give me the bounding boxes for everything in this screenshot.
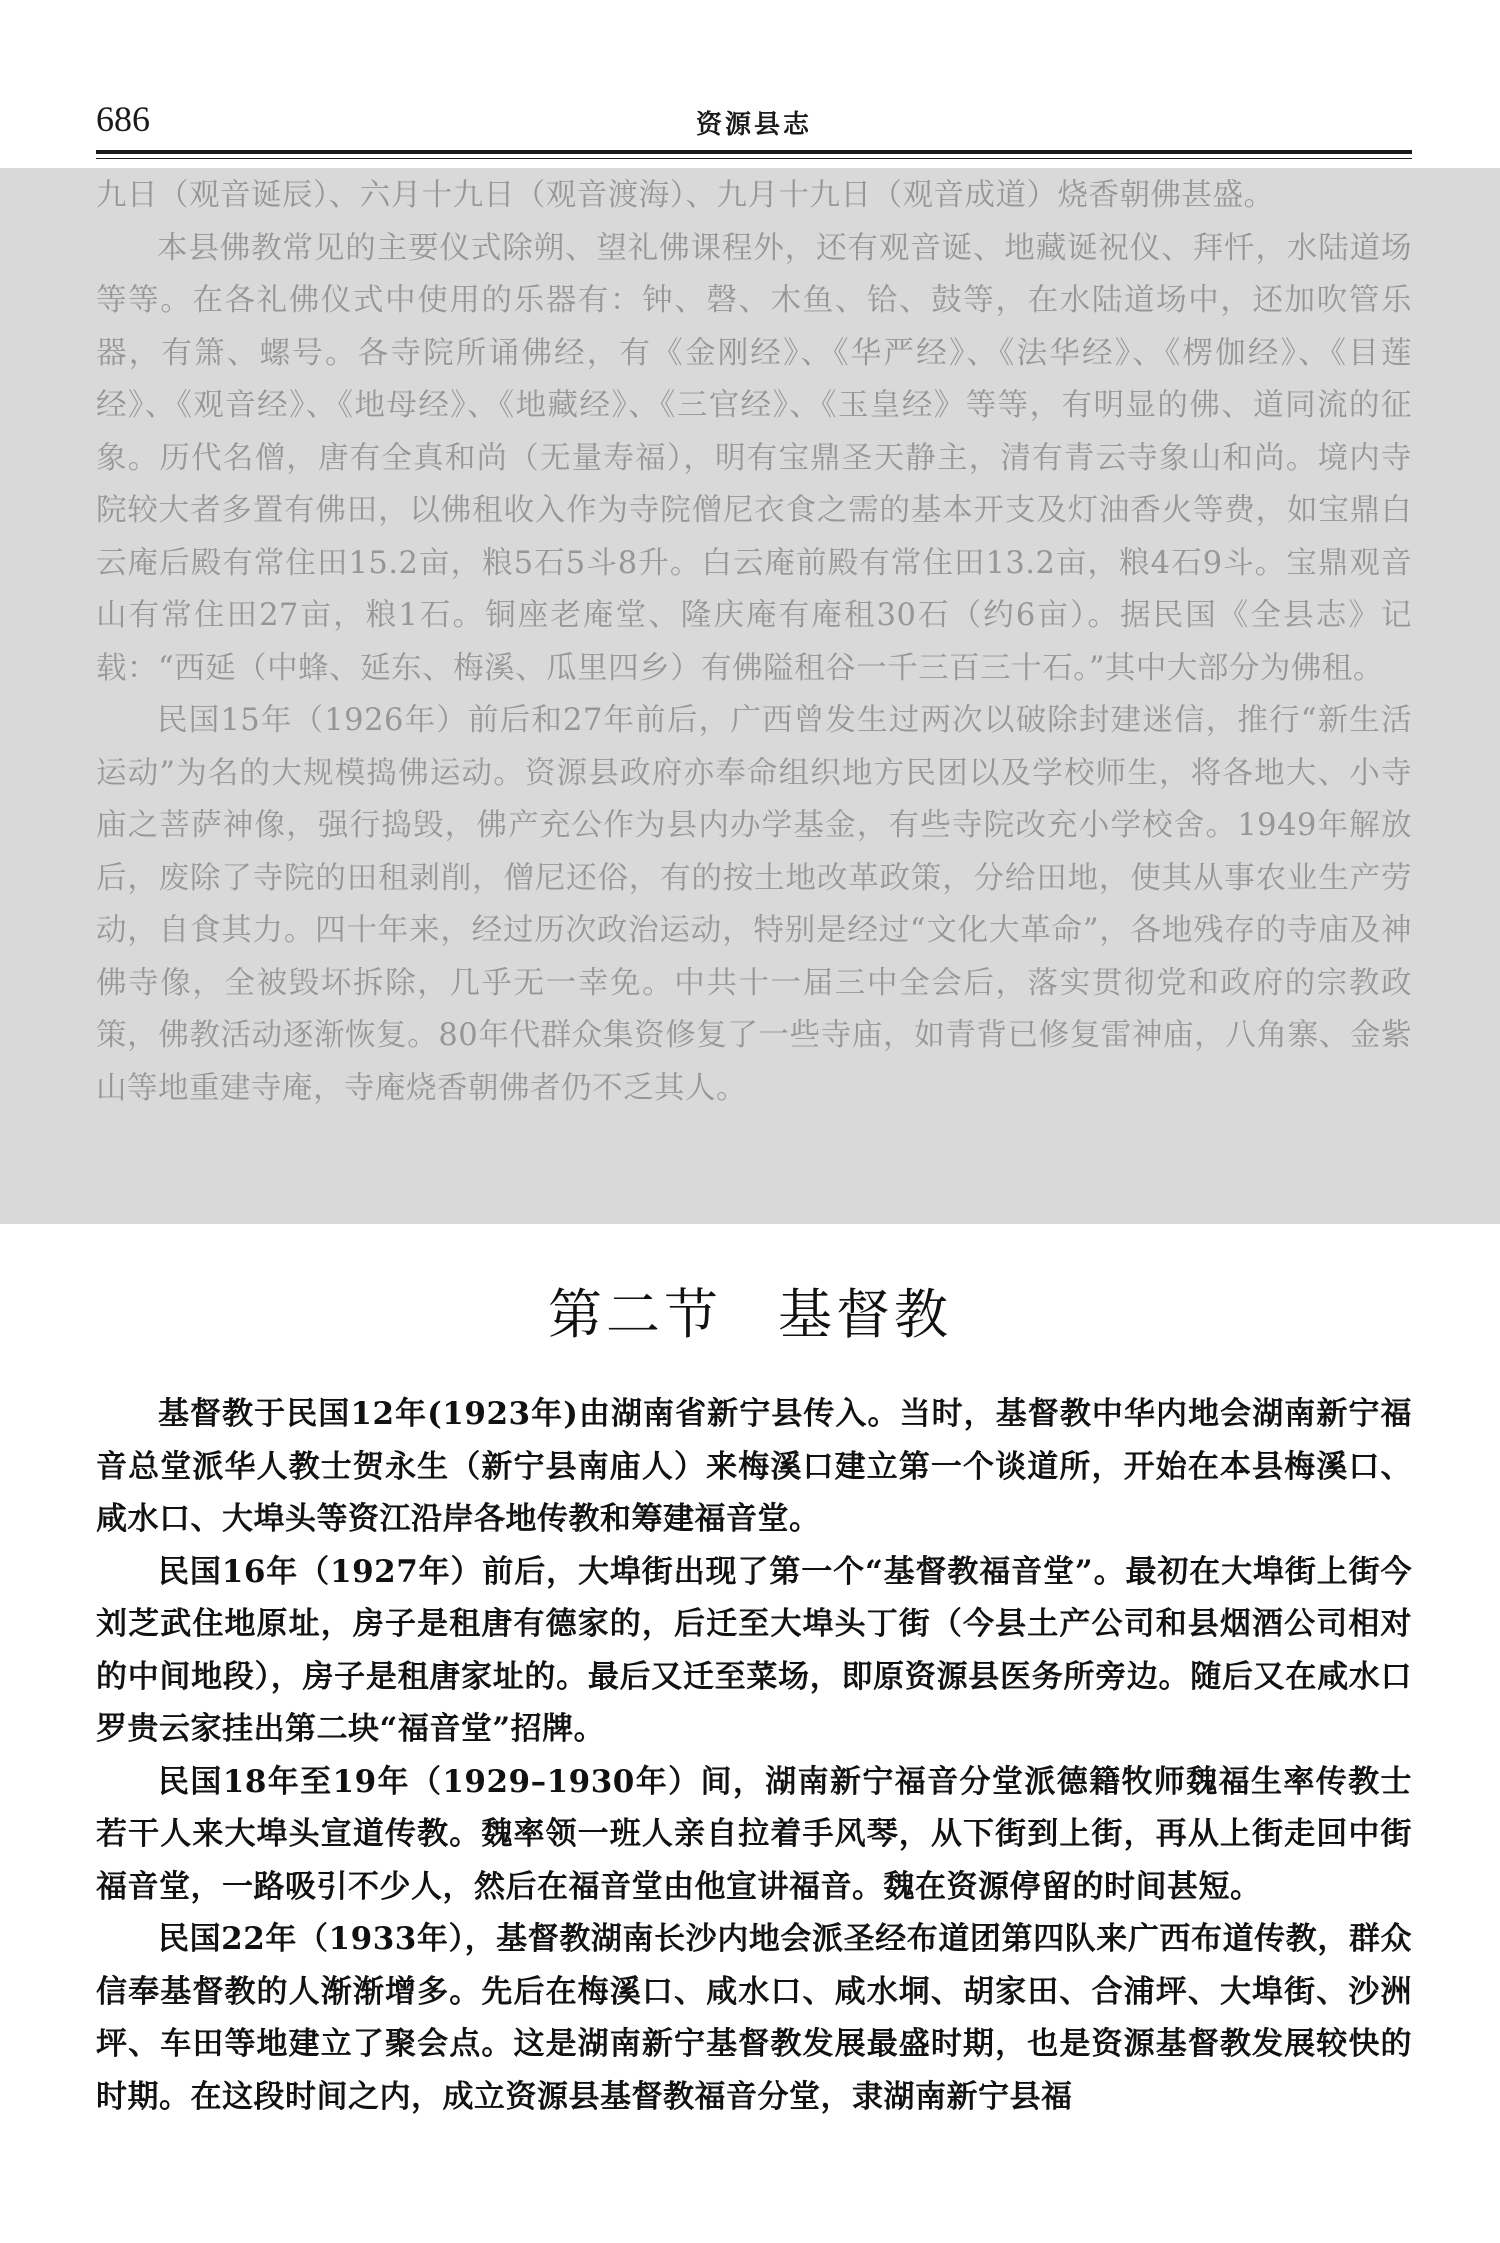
header-rule-thin [96, 158, 1412, 159]
page-header [96, 92, 1412, 142]
body-paragraph-2: 民国16年（1927年）前后，大埠街出现了第一个“基督教福音堂”。最初在大埠街上街今刘芝武住地原址，房子是租唐有德家的，后迁至大埠头丁街（今县土产公司和县烟酒公司相对的中间地段），房子是租唐家址的。最后又迁至菜场，即原资源县医务所旁边。随后又在咸水口罗贵云家挂出第二块“福音堂”招牌。 [96, 1553, 1412, 1747]
faded-text-region [0, 168, 1500, 1224]
section-heading [0, 1272, 1500, 1349]
faded-paragraph-1: 九日（观音诞辰）、六月十九日（观音渡海）、九月十九日（观音成道）烧香朝佛甚盛。 [96, 178, 1275, 213]
body-paragraph-1: 基督教于民国12年(1923年)由湖南省新宁县传入。当时，基督教中华内地会湖南新宁福音总堂派华人教士贺永生（新宁县南庙人）来梅溪口建立第一个谈道所，开始在本县梅溪口、咸水口、大埠头等资江沿岸各地传教和筹建福音堂。 [96, 1396, 1412, 1537]
body-paragraph-4: 民国22年（1933年），基督教湖南长沙内地会派圣经布道团第四队来广西布道传教，群众信奉基督教的人渐渐增多。先后在梅溪口、咸水口、咸水垌、胡家田、合浦坪、大埠街、沙洲坪、车田等地建立了聚会点。这是湖南新宁基督教发展最盛时期，也是资源基督教发展较快的时期。在这段时间之内，成立资源县基督教福音分堂，隶湖南新宁县福 [96, 1921, 1412, 2115]
faded-text-block [96, 170, 1412, 1115]
body-text-block [96, 1388, 1412, 2123]
section-title: 基督教 [778, 1283, 952, 1346]
faded-paragraph-2: 本县佛教常见的主要仪式除朔、望礼佛课程外，还有观音诞、地藏诞祝仪、拜忏，水陆道场等等。在各礼佛仪式中使用的乐器有：钟、磬、木鱼、铪、鼓等，在水陆道场中，还加吹管乐器，有箫、螺号。各寺院所诵佛经，有《金刚经》、《华严经》、《法华经》、《楞伽经》、《目莲经》、《观音经》、《地母经》、《地藏经》、《三官经》、《玉皇经》等等，有明显的佛、道同流的征象。历代名僧，唐有全真和尚（无量寿福），明有宝鼎圣天静主，清有青云寺象山和尚。境内寺院较大者多置有佛田，以佛租收入作为寺院僧尼衣食之需的基本开支及灯油香火等费，如宝鼎白云庵后殿有常住田15.2亩，粮5石5斗8升。白云庵前殿有常住田13.2亩，粮4石9斗。宝鼎观音山有常住田27亩，粮1石。铜座老庵堂、隆庆庵有庵租30石（约6亩）。据民国《全县志》记载：“西延（中蜂、延东、梅溪、瓜里四乡）有佛隘租谷一千三百三十石。”其中大部分为佛租。 [96, 230, 1412, 686]
section-number: 第二节 [548, 1283, 722, 1346]
header-rule-thick [96, 150, 1412, 154]
faded-paragraph-3: 民国15年（1926年）前后和27年前后，广西曾发生过两次以破除封建迷信，推行“新生活运动”为名的大规模捣佛运动。资源县政府亦奉命组织地方民团以及学校师生，将各地大、小寺庙之菩萨神像，强行捣毁，佛产充公作为县内办学基金，有些寺院改充小学校舍。1949年解放后，废除了寺院的田租剥削，僧尼还俗，有的按土地改革政策，分给田地，使其从事农业生产劳动，自食其力。四十年来，经过历次政治运动，特别是经过“文化大革命”，各地残存的寺庙及神佛寺像，全被毁坏拆除，几乎无一幸免。中共十一届三中全会后，落实贯彻党和政府的宗教政策，佛教活动逐渐恢复。80年代群众集资修复了一些寺庙，如青背已修复雷神庙，八角寨、金紫山等地重建寺庵，寺庵烧香朝佛者仍不乏其人。 [96, 703, 1412, 1106]
page-number: 686 [96, 99, 150, 139]
running-title: 资源县志 [695, 110, 812, 140]
body-paragraph-3: 民国18年至19年（1929–1930年）间，湖南新宁福音分堂派德籍牧师魏福生率传教士若干人来大埠头宣道传教。魏率领一班人亲自拉着手风琴，从下街到上街，再从上街走回中街福音堂，一路吸引不少人，然后在福音堂由他宣讲福音。魏在资源停留的时间甚短。 [96, 1763, 1412, 1905]
